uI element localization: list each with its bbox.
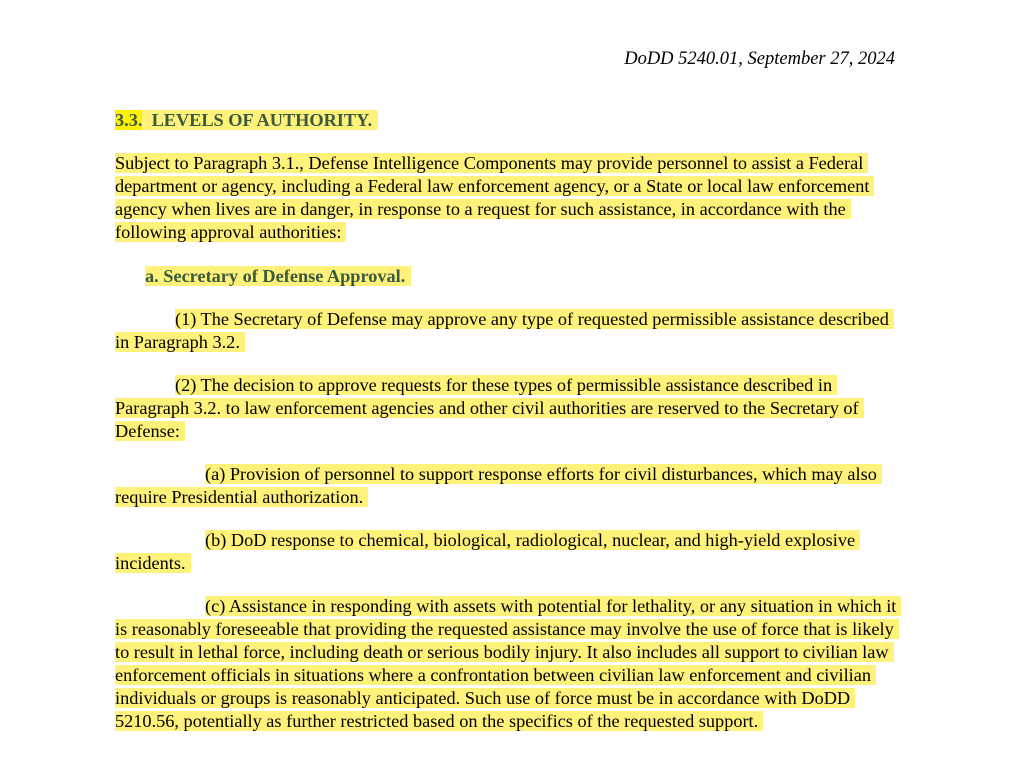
intro-text: Subject to Paragraph 3.1., Defense Intelligence Components may provide personnel to assist a Federal department or agency, including a Federal law enforcement agency, or a State or local law enforcement agency when lives are in danger, in response to a request for such assistance, in accordance with the following approval authorities: [115,153,874,242]
intro-paragraph [115,152,905,244]
item-a [115,463,905,509]
paragraph-2 [115,374,905,443]
item-b-text: (b) DoD response to chemical, biological, radiological, nuclear, and high-yield explosive incidents. [115,530,860,573]
item-c [115,595,905,733]
paragraph-1-text: (1) The Secretary of Defense may approve any type of requested permissible assistance described in Paragraph 3.2. [115,309,894,352]
section-number: 3.3. [115,110,143,130]
running-header: DoDD 5240.01, September 27, 2024 [624,49,895,69]
paragraph-2-text: (2) The decision to approve requests for these types of permissible assistance described in Paragraph 3.2. to law enforcement agencies and other civil authorities are reserved to the Secretary of Defense: [115,375,864,441]
section-heading [115,109,378,132]
paragraph-1 [115,308,905,354]
section-title: LEVELS OF AUTHORITY. [151,110,373,130]
item-c-text: (c) Assistance in responding with assets with potential for lethality, or any situation in which it is reasonably foreseeable that providing the requested assistance may involve the use of force that is likely to result in lethal force, including death or serious bodily injury. It also includes all support to civilian law enforcement officials in situations where a confrontation between civilian law enforcement and civilian individuals or groups is reasonably anticipated. Such use of force must be in accordance with DoDD 5210.56, potentially as further restricted based on the specifics of the requested support. [115,596,901,731]
item-b [115,529,905,575]
subsection-a-title: a. Secretary of Defense Approval. [145,266,411,286]
subsection-a-heading [145,265,411,288]
item-a-text: (a) Provision of personnel to support response efforts for civil disturbances, which may also require Presidential authorization. [115,464,882,507]
